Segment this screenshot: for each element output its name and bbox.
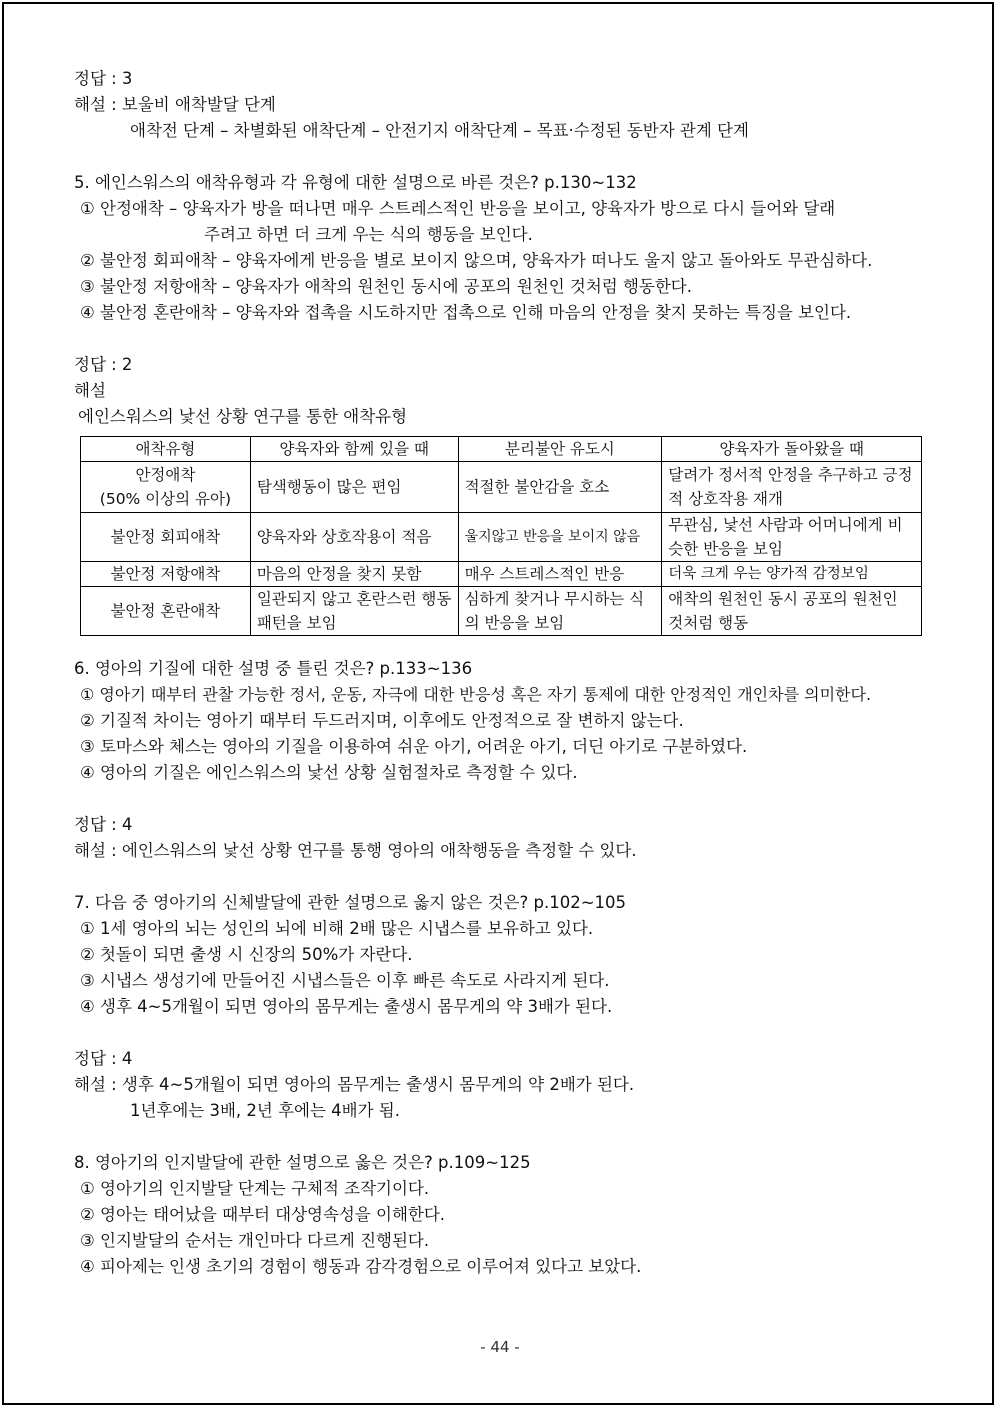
table-header-cell: 분리불안 유도시: [458, 437, 662, 462]
q5-option-3: ③ 불안정 저항애착 – 양육자가 애착의 원천인 동시에 공포의 원천인 것처럼 행동한다.: [80, 277, 692, 296]
table-cell-line: 안정애착: [135, 466, 196, 484]
table-cell: 애착의 원천인 동시 공포의 원천인 것처럼 행동: [662, 587, 922, 636]
q5-option-1-cont: 주려고 하면 더 크게 우는 식의 행동을 보인다.: [204, 225, 533, 244]
q6-option-4: ④ 영아의 기질은 에인스워스의 낯선 상황 실험절차로 측정할 수 있다.: [80, 763, 578, 782]
q7-option-2: ② 첫돌이 되면 출생 시 신장의 50%가 자란다.: [80, 945, 413, 964]
explanation-3-stages: 애착전 단계 – 차별화된 애착단계 – 안전기지 애착단계 – 목표·수정된 동반자 관계 단계: [130, 121, 749, 140]
q5-option-1: ① 안정애착 – 양육자가 방을 떠나면 매우 스트레스적인 반응을 보이고, 양육자가 방으로 다시 들어와 달래: [80, 199, 836, 218]
table-row: [81, 462, 922, 513]
table-header-cell: 애착유형: [81, 437, 251, 462]
question-5: 5. 에인스워스의 애착유형과 각 유형에 대한 설명으로 바른 것은? p.130~132: [74, 173, 637, 192]
explanation-7-cont: 1년후에는 3배, 2년 후에는 4배가 됨.: [130, 1101, 400, 1120]
q7-option-3: ③ 시냅스 생성기에 만들어진 시냅스들은 이후 빠른 속도로 사라지게 된다.: [80, 971, 610, 990]
spacer: [74, 1124, 934, 1150]
table-header-cell: 양육자가 돌아왔을 때: [662, 437, 922, 462]
q7-option-1: ① 1세 영아의 뇌는 성인의 뇌에 비해 2배 많은 시냅스를 보유하고 있다.: [80, 919, 594, 938]
table-cell: 무관심, 낯선 사람과 어머니에게 비슷한 반응을 보임: [662, 513, 922, 562]
explanation-5-label: 해설: [74, 381, 106, 400]
spacer: [74, 786, 934, 812]
table-caption: 에인스워스의 낯선 상황 연구를 통한 애착유형: [78, 407, 408, 426]
explanation-6: 해설 : 에인스워스의 낯선 상황 연구를 통행 영아의 애착행동을 측정할 수 있다.: [74, 841, 637, 860]
q5-option-2: ② 불안정 회피애착 – 양육자에게 반응을 별로 보이지 않으며, 양육자가 떠나도 울지 않고 돌아와도 무관심하다.: [80, 251, 873, 270]
q6-option-2: ② 기질적 차이는 영아기 때부터 두드러지며, 이후에도 안정적으로 잘 변하지 않는다.: [80, 711, 684, 730]
table-cell: 울지않고 반응을 보이지 않음: [458, 513, 662, 562]
answer-6: 정답 : 4: [74, 815, 133, 834]
table-row: [81, 587, 922, 636]
answer-3: 정답 : 3: [74, 69, 133, 88]
q5-option-4: ④ 불안정 혼란애착 – 양육자와 접촉을 시도하지만 접촉으로 인해 마음의 안정을 찾지 못하는 특징을 보인다.: [80, 303, 852, 322]
table-cell: 더욱 크게 우는 양가적 감정보임: [662, 562, 922, 587]
q8-option-1: ① 영아기의 인지발달 단계는 구체적 조작기이다.: [80, 1179, 430, 1198]
table-cell: 탐색행동이 많은 편임: [250, 462, 458, 513]
table-cell: 불안정 혼란애착: [81, 587, 251, 636]
table-cell: 양육자와 상호작용이 적음: [250, 513, 458, 562]
table-cell: 불안정 회피애착: [81, 513, 251, 562]
q8-option-2: ② 영아는 태어났을 때부터 대상영속성을 이해한다.: [80, 1205, 446, 1224]
table-header-row: [81, 437, 922, 462]
q6-option-3: ③ 토마스와 체스는 영아의 기질을 이용하여 쉬운 아기, 어려운 아기, 더딘 아기로 구분하였다.: [80, 737, 748, 756]
question-7: 7. 다음 중 영아기의 신체발달에 관한 설명으로 옳지 않은 것은? p.102~105: [74, 893, 627, 912]
table-cell-line: (50% 이상의 유아): [99, 490, 232, 508]
explanation-3: 해설 : 보울비 애착발달 단계: [74, 95, 276, 114]
spacer: [74, 1020, 934, 1046]
table-cell: 매우 스트레스적인 반응: [458, 562, 662, 587]
answer-5: 정답 : 2: [74, 355, 133, 374]
spacer: [74, 646, 934, 656]
table-cell: 심하게 찾거나 무시하는 식의 반응을 보임: [458, 587, 662, 636]
spacer: [74, 326, 934, 352]
spacer: [74, 144, 934, 170]
document-body: [74, 66, 934, 1280]
table-cell: [81, 462, 251, 513]
q6-option-1: ① 영아기 때부터 관찰 가능한 정서, 운동, 자극에 대한 반응성 혹은 자기 통제에 대한 안정적인 개인차를 의미한다.: [80, 685, 872, 704]
table-cell: 마음의 안정을 찾지 못함: [250, 562, 458, 587]
table-header-cell: 양육자와 함께 있을 때: [250, 437, 458, 462]
table-cell: 불안정 저항애착: [81, 562, 251, 587]
q8-option-3: ③ 인지발달의 순서는 개인마다 다르게 진행된다.: [80, 1231, 430, 1250]
table-cell: 달려가 정서적 안정을 추구하고 긍정적 상호작용 재개: [662, 462, 922, 513]
spacer: [74, 864, 934, 890]
table-cell: 적절한 불안감을 호소: [458, 462, 662, 513]
q8-option-4: ④ 피아제는 인생 초기의 경험이 행동과 감각경험으로 이루어져 있다고 보았다.: [80, 1257, 642, 1276]
attachment-type-table: [80, 436, 922, 636]
answer-7: 정답 : 4: [74, 1049, 133, 1068]
question-8: 8. 영아기의 인지발달에 관한 설명으로 옳은 것은? p.109~125: [74, 1153, 531, 1172]
table-row: [81, 562, 922, 587]
table-row: [81, 513, 922, 562]
table-cell: 일관되지 않고 혼란스런 행동 패턴을 보임: [250, 587, 458, 636]
page-number: - 44 -: [480, 1338, 520, 1356]
explanation-7: 해설 : 생후 4~5개월이 되면 영아의 몸무게는 출생시 몸무게의 약 2배가 된다.: [74, 1075, 635, 1094]
question-6: 6. 영아의 기질에 대한 설명 중 틀린 것은? p.133~136: [74, 659, 473, 678]
q7-option-4: ④ 생후 4~5개월이 되면 영아의 몸무게는 출생시 몸무게의 약 3배가 된다.: [80, 997, 613, 1016]
